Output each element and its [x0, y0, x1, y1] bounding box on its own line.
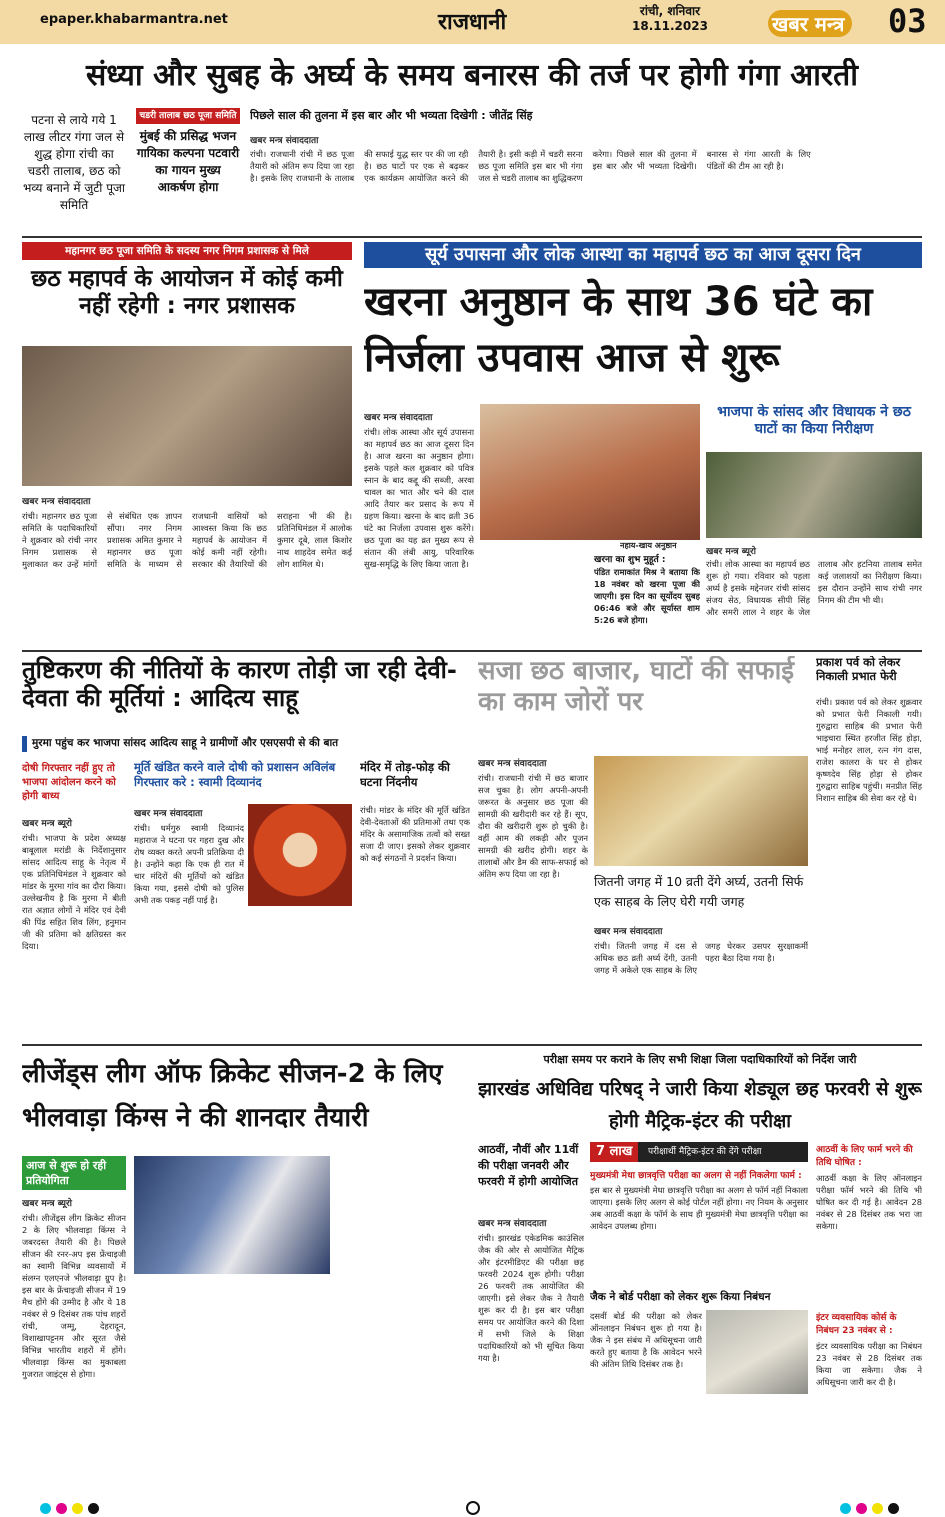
- swami-photo: [248, 804, 352, 906]
- cricket-body-2: [134, 1280, 470, 1492]
- kharna-photo-caption: नहाय-खाय अनुष्ठान: [620, 541, 677, 550]
- cyan-dot: [40, 1503, 51, 1514]
- jac-kicker: परीक्षा समय पर कराने के लिए सभी शिक्षा जिला पदाधिकारियों को निर्देश जारी: [543, 1053, 857, 1066]
- jac-side2-title: इंटर व्यवसायिक कोर्स के निबंधन 23 नवंबर से :: [816, 1313, 897, 1336]
- yellow-dot: [872, 1503, 883, 1514]
- page-number: 03: [888, 2, 927, 40]
- top-body: रांची। राजधानी रांची में छठ पूजा तैयारी को अंतिम रूप दिया जा रहा है। इसके लिए राजधानी के तालाब की सफाई युद्ध स्तर पर की जा रही है। छठ घाटों पर एक से बढ़कर एक कार्यक्रम आयोजित करने की तैयारी है। इसी कड़ी में चडरी सरना छठ पूजा समिति इस बार भी गंगा जल से चडरी तालाब का शुद्धिकरण करेगा। पिछले साल की तुलना में इस बार और भी भव्यता दिखेगी। बनारस से गंगा आरती के लिए पंडितों की टीम आ रही है।: [250, 149, 811, 183]
- top-tag: चडरी तालाब छठ पूजा समिति: [136, 108, 240, 124]
- issue-date: 18.11.2023: [632, 19, 708, 33]
- kharna-body-2: [480, 552, 590, 642]
- divider: [22, 650, 922, 652]
- jac-side2-body: इंटर व्यवसायिक परीक्षा का निबंधन 23 नवंबर से 28 दिसंबर तक किया जा सकेगा। जैक ने अधिसूचना जारी कर दी है।: [816, 1341, 922, 1387]
- masthead: [0, 0, 945, 44]
- black-dot: [888, 1503, 899, 1514]
- tushtikaran-byline: खबर मन्त्र ब्यूरो: [22, 819, 72, 828]
- section-title: राजधानी: [438, 10, 507, 35]
- mandir-body: रांची। मांडर के मंदिर की मूर्ति खंडित देवी-देवताओं की प्रतिमाओं तथा एक मंदिर के असामाजिक तत्वों को सख्त सजा दी जाए। इसको लेकर शुक्रवार को कई संगठनों ने प्रदर्शन किया।: [360, 805, 470, 863]
- bazar-photo: [594, 756, 808, 866]
- bazar-headline: सजा छठ बाजार, घाटों की सफाई का काम जोरों पर: [478, 656, 795, 717]
- jac-board-title: जैक ने बोर्ड परीक्षा को लेकर शुरू किया निबंधन: [590, 1291, 771, 1303]
- kharna-body: रांची। लोक आस्था और सूर्य उपासना का महापर्व छठ का आज दूसरा दिन है। आज खरना का अनुष्ठान होगा। इसके पहले कल शुक्रवार को पवित्र स्नान के बाद कद्दू की सब्जी, अरवा चावल का भात और चने की दाल आदि तैयार कर प्रसाद के रूप में ग्रहण किया। खरना के बाद व्रती 36 घंटे का निर्जला उपवास शुरू करेंगे। छठ पूजा का यह व्रत मुख्य रूप से संतान की लंबी आयु, परिवारिक सुख-समृद्धि के लिए किया जाता है।: [364, 427, 474, 569]
- jac-stat-number: 7 लाख: [590, 1142, 638, 1162]
- bazar-photo-body: रांची। जितनी जगह में दस से अधिक छठ व्रती अर्घ्य देंगी, उतनी जगह में अकेले एक साहब के लिए जगह घेरकर उसपर सुरक्षाकर्मी पहरा बैठा दिया गया है।: [594, 941, 808, 975]
- bjp-body: रांची। लोक आस्था का महापर्व छठ शुरू हो गया। रविवार को पहला अर्घ्य है इसके मद्देनजर रांची सांसद संजय सेठ, विधायक सीपी सिंह और समरी लाल ने शहर के जेल तालाब और हटनिया तालाब समेत कई जलाशयों का निरीक्षण किया। इस दौरान उन्होंने साथ रांची नगर निगम की टीम भी थी।: [706, 559, 922, 617]
- jac-stat-bar: [590, 1142, 808, 1162]
- nagar-kicker: महानगर छठ पूजा समिति के सदस्य नगर निगम प्रशासक से मिले: [22, 242, 352, 260]
- jac-board-body: दसवीं बोर्ड की परीक्षा को लेकर ऑनलाइन निबंधन शुरू हो गया है। जैक ने इस संबंध में अधिसूचना जारी करते हुए बताया है कि आवेदन भरने की अंतिम तिथि दिसंबर तक है।: [590, 1311, 702, 1369]
- jac-stat-text: परीक्षार्थी मैट्रिक-इंटर की देंगे परीक्षा: [648, 1147, 762, 1157]
- top-headline: संध्या और सुबह के अर्घ्य के समय बनारस की तर्ज पर होगी गंगा आरती: [85, 58, 859, 93]
- top-byline: खबर मन्त्र संवाददाता: [250, 136, 319, 145]
- swami-body-2: [248, 912, 352, 1038]
- jac-merit-body: इस बार से मुख्यमंत्री मेधा छात्रवृत्ति परीक्षा का अलग से फॉर्म नहीं निकाला जाएगा। इसके लिए अलग से कोई पोर्टल नहीं होगा। नए नियम के अनुसार अब आठवीं कक्षा के फॉर्म के साथ ही मुख्यमंत्री मेधा छात्रवृत्ति परीक्षा का आवेदन उपलब्ध होगा।: [590, 1185, 808, 1231]
- jac-side1-body: आठवीं कक्षा के लिए ऑनलाइन परीक्षा फॉर्म भरने की तिथि भी घोषित कर दी गई है। आवेदन 28 नवंबर से 28 दिसंबर तक भरा जा सकेगा।: [816, 1173, 922, 1231]
- swami-byline: खबर मन्त्र संवाददाता: [134, 809, 203, 818]
- mandir-headline: मंदिर में तोड़-फोड़ की घटना निंदनीय: [360, 760, 450, 789]
- jac-headline: झारखंड अधिविद्य परिषद् ने जारी किया शेड्यूल छह फरवरी से शुरू होगी मैट्रिक-इंटर की परीक्षा: [478, 1079, 922, 1132]
- cricket-tag: आज से शुरू हो रही प्रतियोगिता: [22, 1156, 126, 1190]
- kharna-byline: खबर मन्त्र संवाददाता: [364, 413, 433, 422]
- tushtikaran-kicker: मुरमा पहुंच कर भाजपा सांसद आदित्य साहू ने ग्रामीणों और एसएसपी से की बात: [22, 736, 470, 752]
- swami-body: रांची। धर्मगुरु स्वामी दिव्यानंद महाराज ने घटना पर गहरा दुख और रोष व्यक्त करते अपनी प्रतिक्रिया दी है। उन्होंने कहा कि एक ही रात में चार मंदिरों की मूर्तियों को खंडित किया गया, इससे दोषी को पुलिस अभी तक पकड़ नहीं पाई है।: [134, 823, 244, 905]
- kharna-photo: [480, 404, 700, 540]
- jac-board-body-2: [590, 1400, 808, 1492]
- cyan-dot: [840, 1503, 851, 1514]
- bjp-byline: खबर मन्त्र ब्यूरो: [706, 547, 756, 556]
- kharna-timing-title: खरना का शुभ मुहूर्त :: [594, 555, 666, 565]
- bazar-photo-byline: खबर मन्त्र संवाददाता: [594, 927, 663, 936]
- jac-merit-title: मुख्यमंत्री मेधा छात्रवृत्ति परीक्षा का अलग से नहीं निकलेगा फार्म :: [590, 1171, 802, 1181]
- jac-side1-title: आठवीं के लिए फार्म भरने की तिथि घोषित :: [816, 1145, 913, 1168]
- magenta-dot: [856, 1503, 867, 1514]
- tushtikaran-sub: दोषी गिरफ्तार नहीं हुए तो भाजपा आंदोलन करने को होगी बाध्य: [22, 763, 116, 802]
- divider: [22, 1044, 922, 1046]
- jac-body: रांची। झारखंड एकेडमिक काउंसिल जैक की ओर से आयोजित मैट्रिक और इंटरमीडिएट की परीक्षा छह फरवरी 2024 शुरू होगी। परीक्षा 26 फरवरी तक आयोजित की जाएगी। इसे लेकर जैक ने तैयारी शुरू कर दी है। इस बार परीक्षा समय पर आयोजित करने की दिशा में सभी जिले के शिक्षा पदाधिकारियों को भी सूचित किया गया है।: [478, 1233, 584, 1363]
- nagar-body: रांची। महानगर छठ पूजा समिति के पदाधिकारियों ने शुक्रवार को रांची नगर निगम प्रशासक से मुलाकात कर उन्हें मांगों से संबंधित एक ज्ञापन सौंपा। नगर निगम प्रशासक अमित कुमार ने महानगर छठ पूजा समिति के माध्यम से राजधानी वासियों को आश्वस्त किया कि छठ महापर्व के आयोजन में कोई कमी नहीं रहेगी। सरकार की तैयारियों की सराहना भी की है। प्रतिनिधिमंडल में आलोक कुमार दूबे, लाल किशोर नाथ शाहदेव समेत कई लोग शामिल थे।: [22, 511, 352, 569]
- bazar-byline: खबर मन्त्र संवाददाता: [478, 759, 547, 768]
- cricket-headline: लीजेंड्स लीग ऑफ क्रिकेट सीजन-2 के लिए भीलवाड़ा किंग्स ने की शानदार तैयारी: [22, 1059, 443, 1133]
- cricket-photo: [134, 1156, 330, 1274]
- nagar-headline: छठ महापर्व के आयोजन में कोई कमी नहीं रहेगी : नगर प्रशासक: [31, 266, 343, 320]
- jac-byline: खबर मन्त्र संवाददाता: [478, 1219, 547, 1228]
- tushtikaran-body: रांची। भाजपा के प्रदेश अध्यक्ष बाबूलाल मरांडी के निर्देशानुसार सांसद आदित्य साहू के नेतृत्व में एक प्रतिनिधिमंडल ने शुक्रवार को मांडर के मुरमा गांव का दौरा किया। उल्लेखनीय है कि मुरमा में बीती रात अज्ञात लोगों ने मंदिर एवं देवी की पिंड सहित शिव लिंग, हनुमान जी की प्रतिमा को क्षतिग्रस्त कर दिया।: [22, 833, 126, 951]
- bjp-headline: भाजपा के सांसद और विधायक ने छठ घाटों का किया निरीक्षण: [717, 404, 911, 437]
- bazar-photo-headline: जितनी जगह में 10 व्रती देंगे अर्घ्य, उतनी सिर्फ एक साहब के लिए घेरी गयी जगह: [594, 874, 804, 909]
- kharna-kicker: सूर्य उपासना और लोक आस्था का महापर्व छठ का आज दूसरा दिन: [364, 242, 922, 268]
- top-highlight: मुंबई की प्रसिद्ध भजन गायिका कल्पना पटवारी का गायन मुख्य आकर्षण होगा: [136, 129, 240, 194]
- bazar-body: रांची। राजधानी रांची में छठ बाजार सज चुका है। लोग अपनी-अपनी जरूरत के अनुसार छठ पूजा की सामग्री की खरीदारी कर रहे हैं। सूप, दौरा की खरीदारी शुरू हो चुकी है। वहीं आम की लकड़ी और पूजन सामग्री की खरीद होगी। शहर के तालाबों और डैम की साफ-सफाई को अंतिम रूप दिया जा रहा है।: [478, 773, 588, 879]
- site-url[interactable]: epaper.khabarmantra.net: [40, 12, 228, 27]
- top-kicker: पिछले साल की तुलना में इस बार और भी भव्यता दिखेगी : जीतेंद्र सिंह: [250, 109, 533, 122]
- kharna-headline: खरना अनुष्ठान के साथ 36 घंटे का निर्जला उपवास आज से शुरू: [364, 279, 873, 381]
- meeting-photo: [22, 346, 352, 486]
- dateline: [632, 4, 708, 34]
- yellow-dot: [72, 1503, 83, 1514]
- inspection-photo: [706, 452, 922, 538]
- registration-marks: [0, 1497, 945, 1517]
- crosshair-icon: [466, 1501, 480, 1515]
- cricket-body: रांची। लीजेंड्स लीग क्रिकेट सीजन 2 के लिए भीलवाड़ा किंग्स ने जबरदस्त तैयारी की है। पिछले सीजन की रनर-अप इस फ्रेंचाइजी का स्वामी विभिन्न व्यवसायों में संलग्न एलएनजे भीलवाड़ा ग्रुप है। इस बार के फ्रेंचाइजी सीजन में 19 मैच होंगे की उम्मीद है और ये 18 नवंबर से 9 दिसंबर तक पांच शहरों रांची, जम्मू, देहरादून, विशाखापट्टनम और सूरत जैसे विभिन्न भारतीय शहरों में होंगे। भीलवाड़ा किंग्स का मुकाबला गुजरात जाइंट्स से होगा।: [22, 1213, 126, 1379]
- cricket-byline: खबर मन्त्र ब्यूरो: [22, 1199, 72, 1208]
- city-day: रांची, शनिवार: [639, 4, 701, 18]
- jac-sub: आठवीं, नौवीं और 11वीं की परीक्षा जनवरी और फरवरी में होगी आयोजित: [478, 1143, 579, 1188]
- nagar-byline: खबर मन्त्र संवाददाता: [22, 497, 91, 506]
- jac-building-photo: [706, 1310, 808, 1394]
- brand-logo: खबर मन्त्र: [768, 10, 852, 37]
- magenta-dot: [56, 1503, 67, 1514]
- divider: [22, 236, 922, 238]
- tushtikaran-headline: तुष्टिकरण की नीतियों के कारण तोड़ी जा रही देवी-देवता की मूर्तियां : आदित्य साहू: [22, 656, 457, 713]
- prabhat-body: रांची। प्रकाश पर्व को लेकर शुक्रवार को प्रभात फेरी निकाली गयी। गुरुद्वारा साहिब की प्रभात फेरी भाइचारा स्थित हरजीत सिंह होड़ा, भाई मनोहर लाल, रत्न गंग दास, राजेश कालरा के घर से होकर कृष्णदेव सिंह होड़ा से होकर गुरुद्वारा साहिब पहुंची। मनप्रीत सिंह निशान साहिब की सेवा कर रहे थे।: [816, 697, 922, 803]
- kharna-timing: पंडित रामाकांत मिश्र ने बताया कि 18 नवंबर को खरना पूजा की जाएगी। इस दिन का सूर्योदय सुबह 06:46 बजे और सूर्यास्त शाम 5:26 बजे होगा।: [594, 567, 700, 625]
- prabhat-headline: प्रकाश पर्व को लेकर निकाली प्रभात फेरी: [816, 656, 901, 683]
- swami-headline: मूर्ति खंडित करने वाले दोषी को प्रशासन अविलंब गिरफ्तार करे : स्वामी दिव्यानंद: [134, 760, 336, 789]
- top-lead: पटना से लाये गये 1 लाख लीटर गंगा जल से शुद्ध होगा रांची का चडरी तालाब, छठ को भव्य बनाने में जुटी पूजा समिति: [22, 113, 126, 212]
- black-dot: [88, 1503, 99, 1514]
